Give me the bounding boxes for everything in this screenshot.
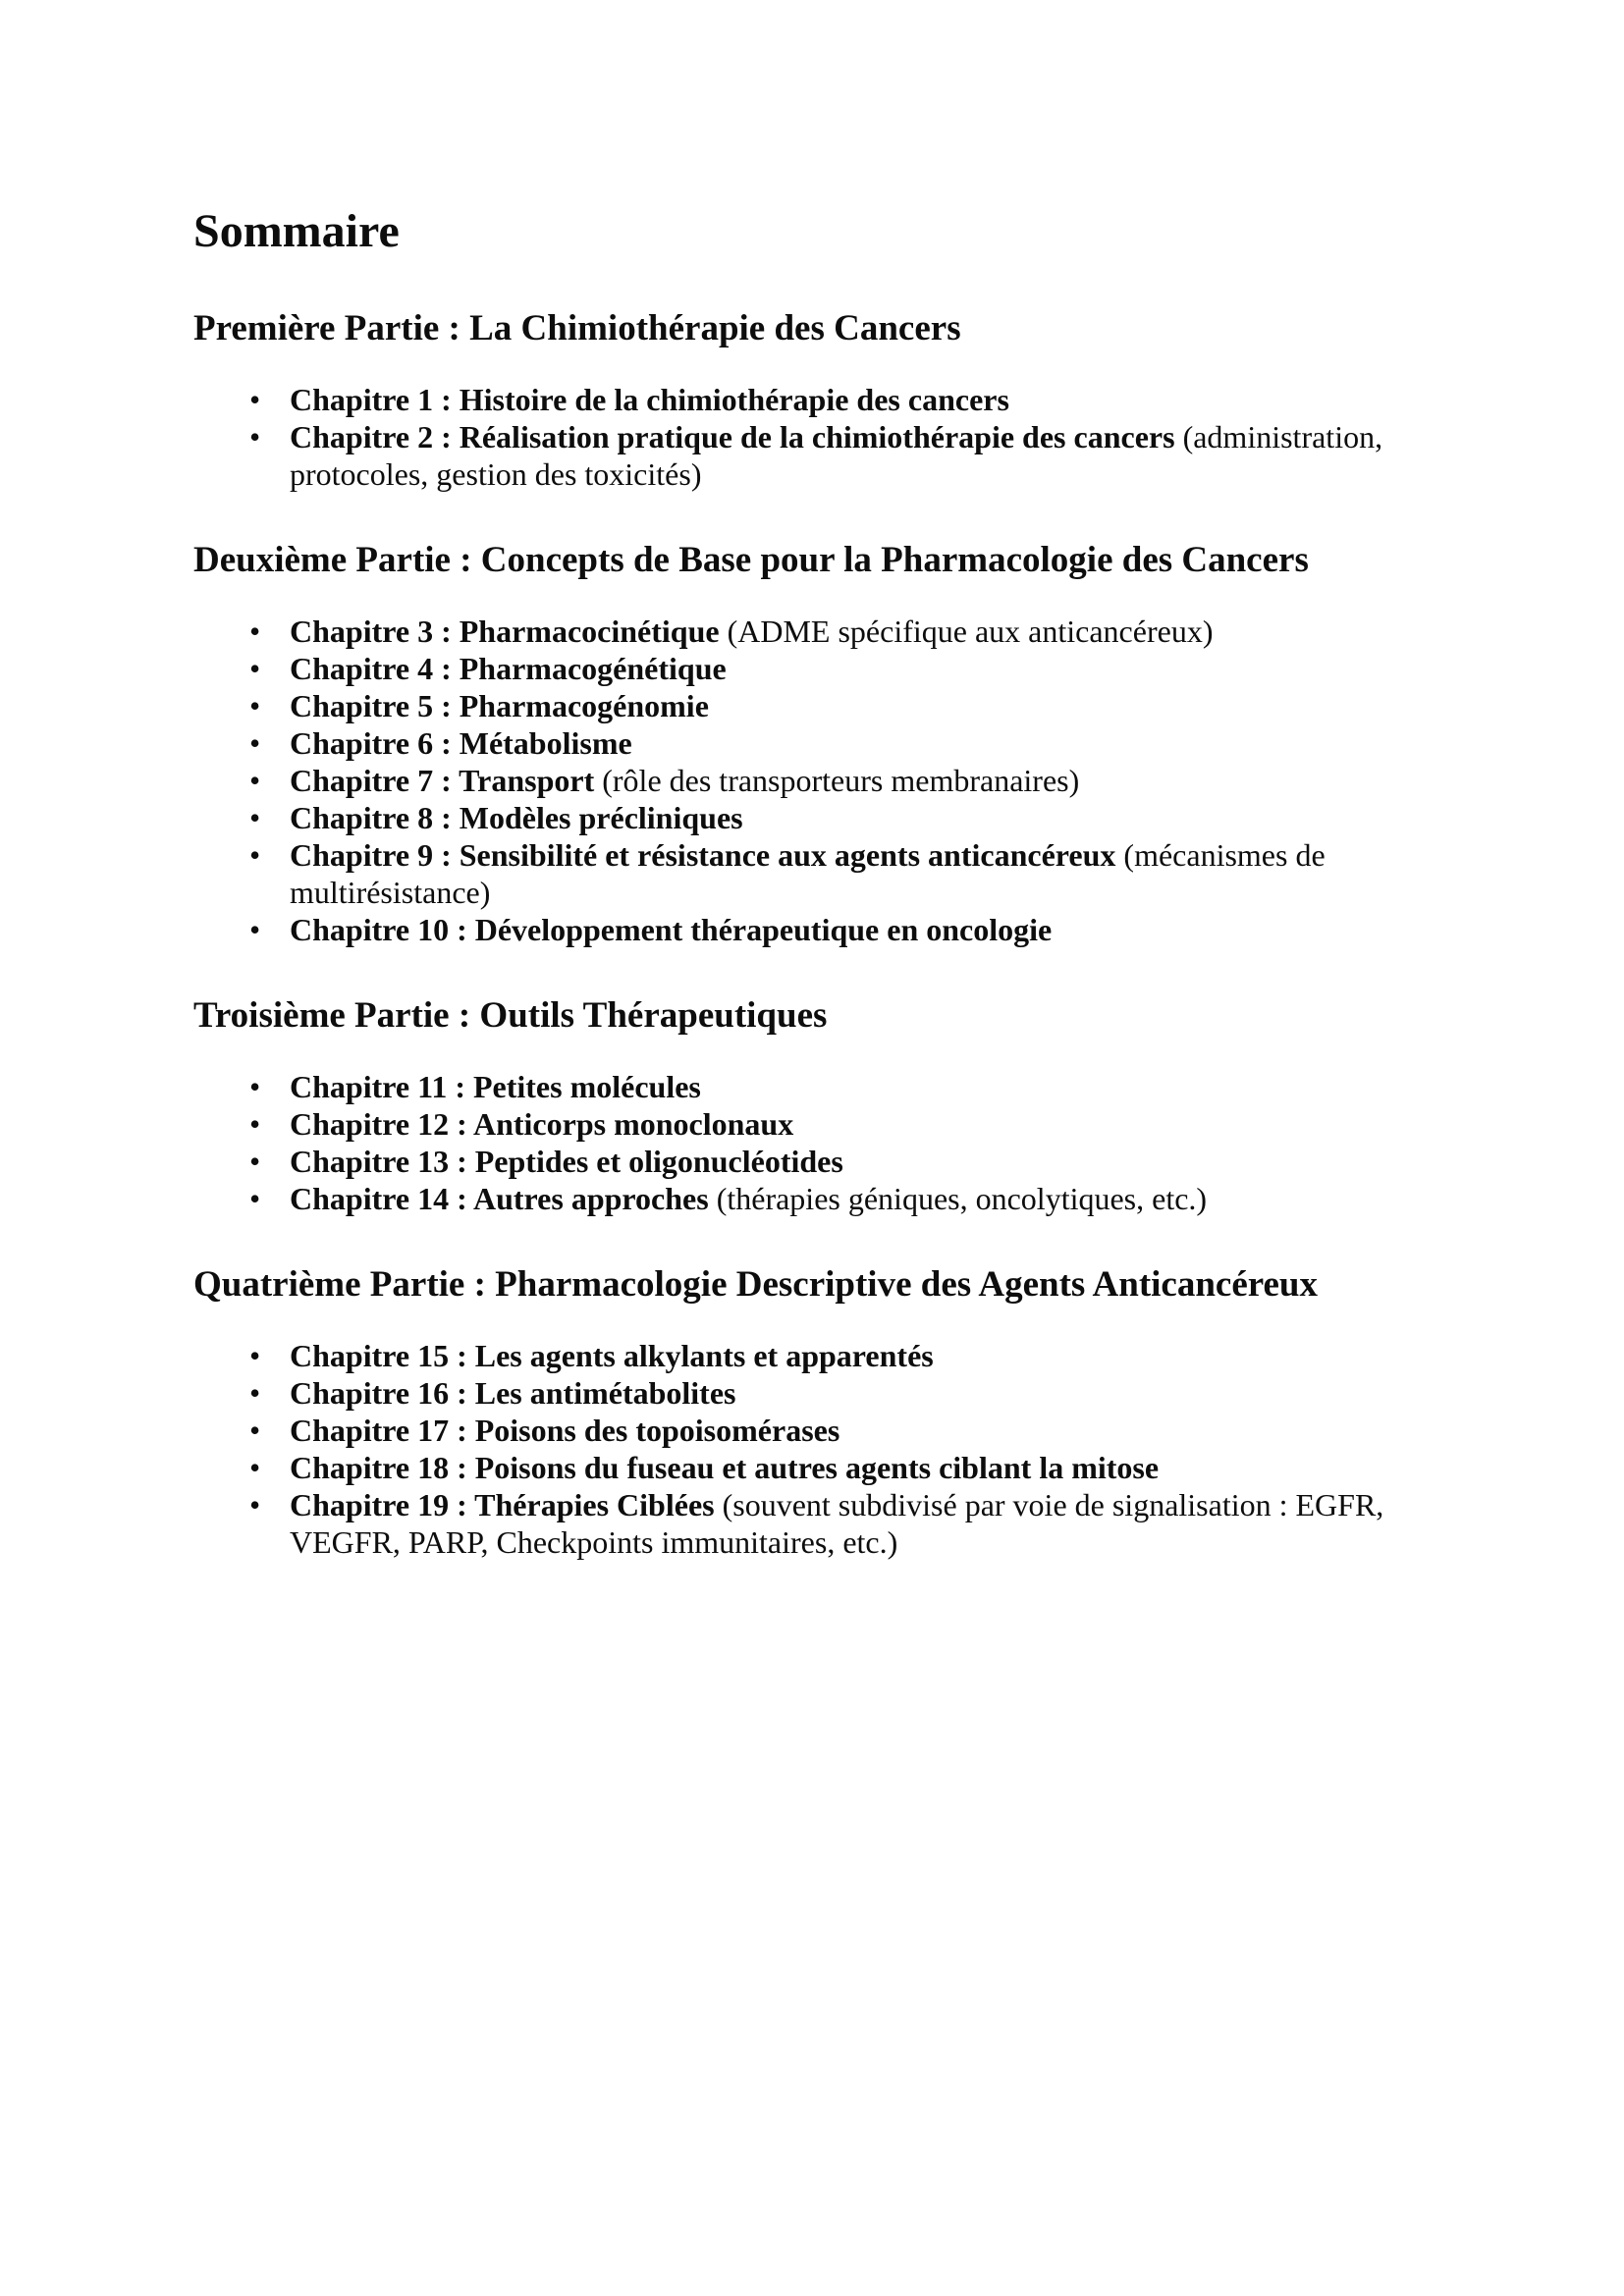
page-title: Sommaire: [193, 205, 400, 257]
toc-item: [193, 799, 1384, 836]
chapter-title: Chapitre 19 : Thérapies Ciblées: [290, 1487, 715, 1522]
chapter-title: Chapitre 5 : Pharmacogénomie: [290, 688, 709, 723]
chapter-list-2: [193, 613, 1384, 948]
chapter-title: Chapitre 11 : Petites molécules: [290, 1069, 701, 1104]
chapter-title: Chapitre 4 : Pharmacogénétique: [290, 651, 727, 686]
part-heading-2: Deuxième Partie : Concepts de Base pour la Pharmacologie des Cancers: [193, 540, 1309, 580]
toc-item: [193, 1068, 1384, 1105]
toc-item: [193, 762, 1384, 799]
chapter-list-3: [193, 1068, 1384, 1217]
toc-item: [193, 613, 1384, 650]
chapter-title: Chapitre 15 : Les agents alkylants et apparentés: [290, 1338, 934, 1373]
chapter-list-4: [193, 1337, 1384, 1561]
chapter-note: (ADME spécifique aux anticancéreux): [727, 614, 1214, 649]
toc-item: [193, 418, 1384, 493]
toc-item: [193, 836, 1384, 911]
chapter-title: Chapitre 14 : Autres approches: [290, 1181, 709, 1216]
toc-item: [193, 1449, 1384, 1486]
toc-item: [193, 381, 1384, 418]
chapter-note: (rôle des transporteurs membranaires): [602, 763, 1080, 798]
toc-item: [193, 1180, 1384, 1217]
chapter-title: Chapitre 8 : Modèles précliniques: [290, 800, 743, 835]
toc-item: [193, 724, 1384, 762]
toc-item: [193, 1374, 1384, 1412]
toc-item: [193, 687, 1384, 724]
toc-item: [193, 1143, 1384, 1180]
chapter-note: (mécanismes de multirésistance): [290, 837, 1326, 910]
chapter-title: Chapitre 6 : Métabolisme: [290, 725, 632, 761]
chapter-title: Chapitre 13 : Peptides et oligonucléotides: [290, 1144, 843, 1179]
chapter-title: Chapitre 3 : Pharmacocinétique: [290, 614, 720, 649]
part-heading-3: Troisième Partie : Outils Thérapeutiques: [193, 995, 828, 1036]
chapter-title: Chapitre 12 : Anticorps monoclonaux: [290, 1106, 794, 1142]
chapter-title: Chapitre 7 : Transport: [290, 763, 595, 798]
chapter-title: Chapitre 17 : Poisons des topoisomérases: [290, 1413, 840, 1448]
toc-item: [193, 1412, 1384, 1449]
toc-item: [193, 1105, 1384, 1143]
chapter-note: (souvent subdivisé par voie de signalisation : EGFR, VEGFR, PARP, Checkpoints immunitaires, etc.): [290, 1487, 1384, 1560]
chapter-list-1: [193, 381, 1384, 493]
chapter-title: Chapitre 9 : Sensibilité et résistance aux agents anticancéreux: [290, 837, 1116, 873]
chapter-note: (administration, protocoles, gestion des toxicités): [290, 419, 1383, 492]
toc-item: [193, 911, 1384, 948]
chapter-title: Chapitre 10 : Développement thérapeutique en oncologie: [290, 912, 1053, 947]
part-heading-4: Quatrième Partie : Pharmacologie Descriptive des Agents Anticancéreux: [193, 1264, 1319, 1305]
chapter-title: Chapitre 2 : Réalisation pratique de la chimiothérapie des cancers: [290, 419, 1175, 454]
toc-item: [193, 1337, 1384, 1374]
chapter-title: Chapitre 1 : Histoire de la chimiothérapie des cancers: [290, 382, 1009, 417]
chapter-note: (thérapies géniques, oncolytiques, etc.): [716, 1181, 1208, 1216]
toc-item: [193, 1486, 1384, 1561]
part-heading-1: Première Partie : La Chimiothérapie des Cancers: [193, 308, 961, 348]
chapter-title: Chapitre 18 : Poisons du fuseau et autres agents ciblant la mitose: [290, 1450, 1160, 1485]
toc-item: [193, 650, 1384, 687]
chapter-title: Chapitre 16 : Les antimétabolites: [290, 1375, 736, 1411]
